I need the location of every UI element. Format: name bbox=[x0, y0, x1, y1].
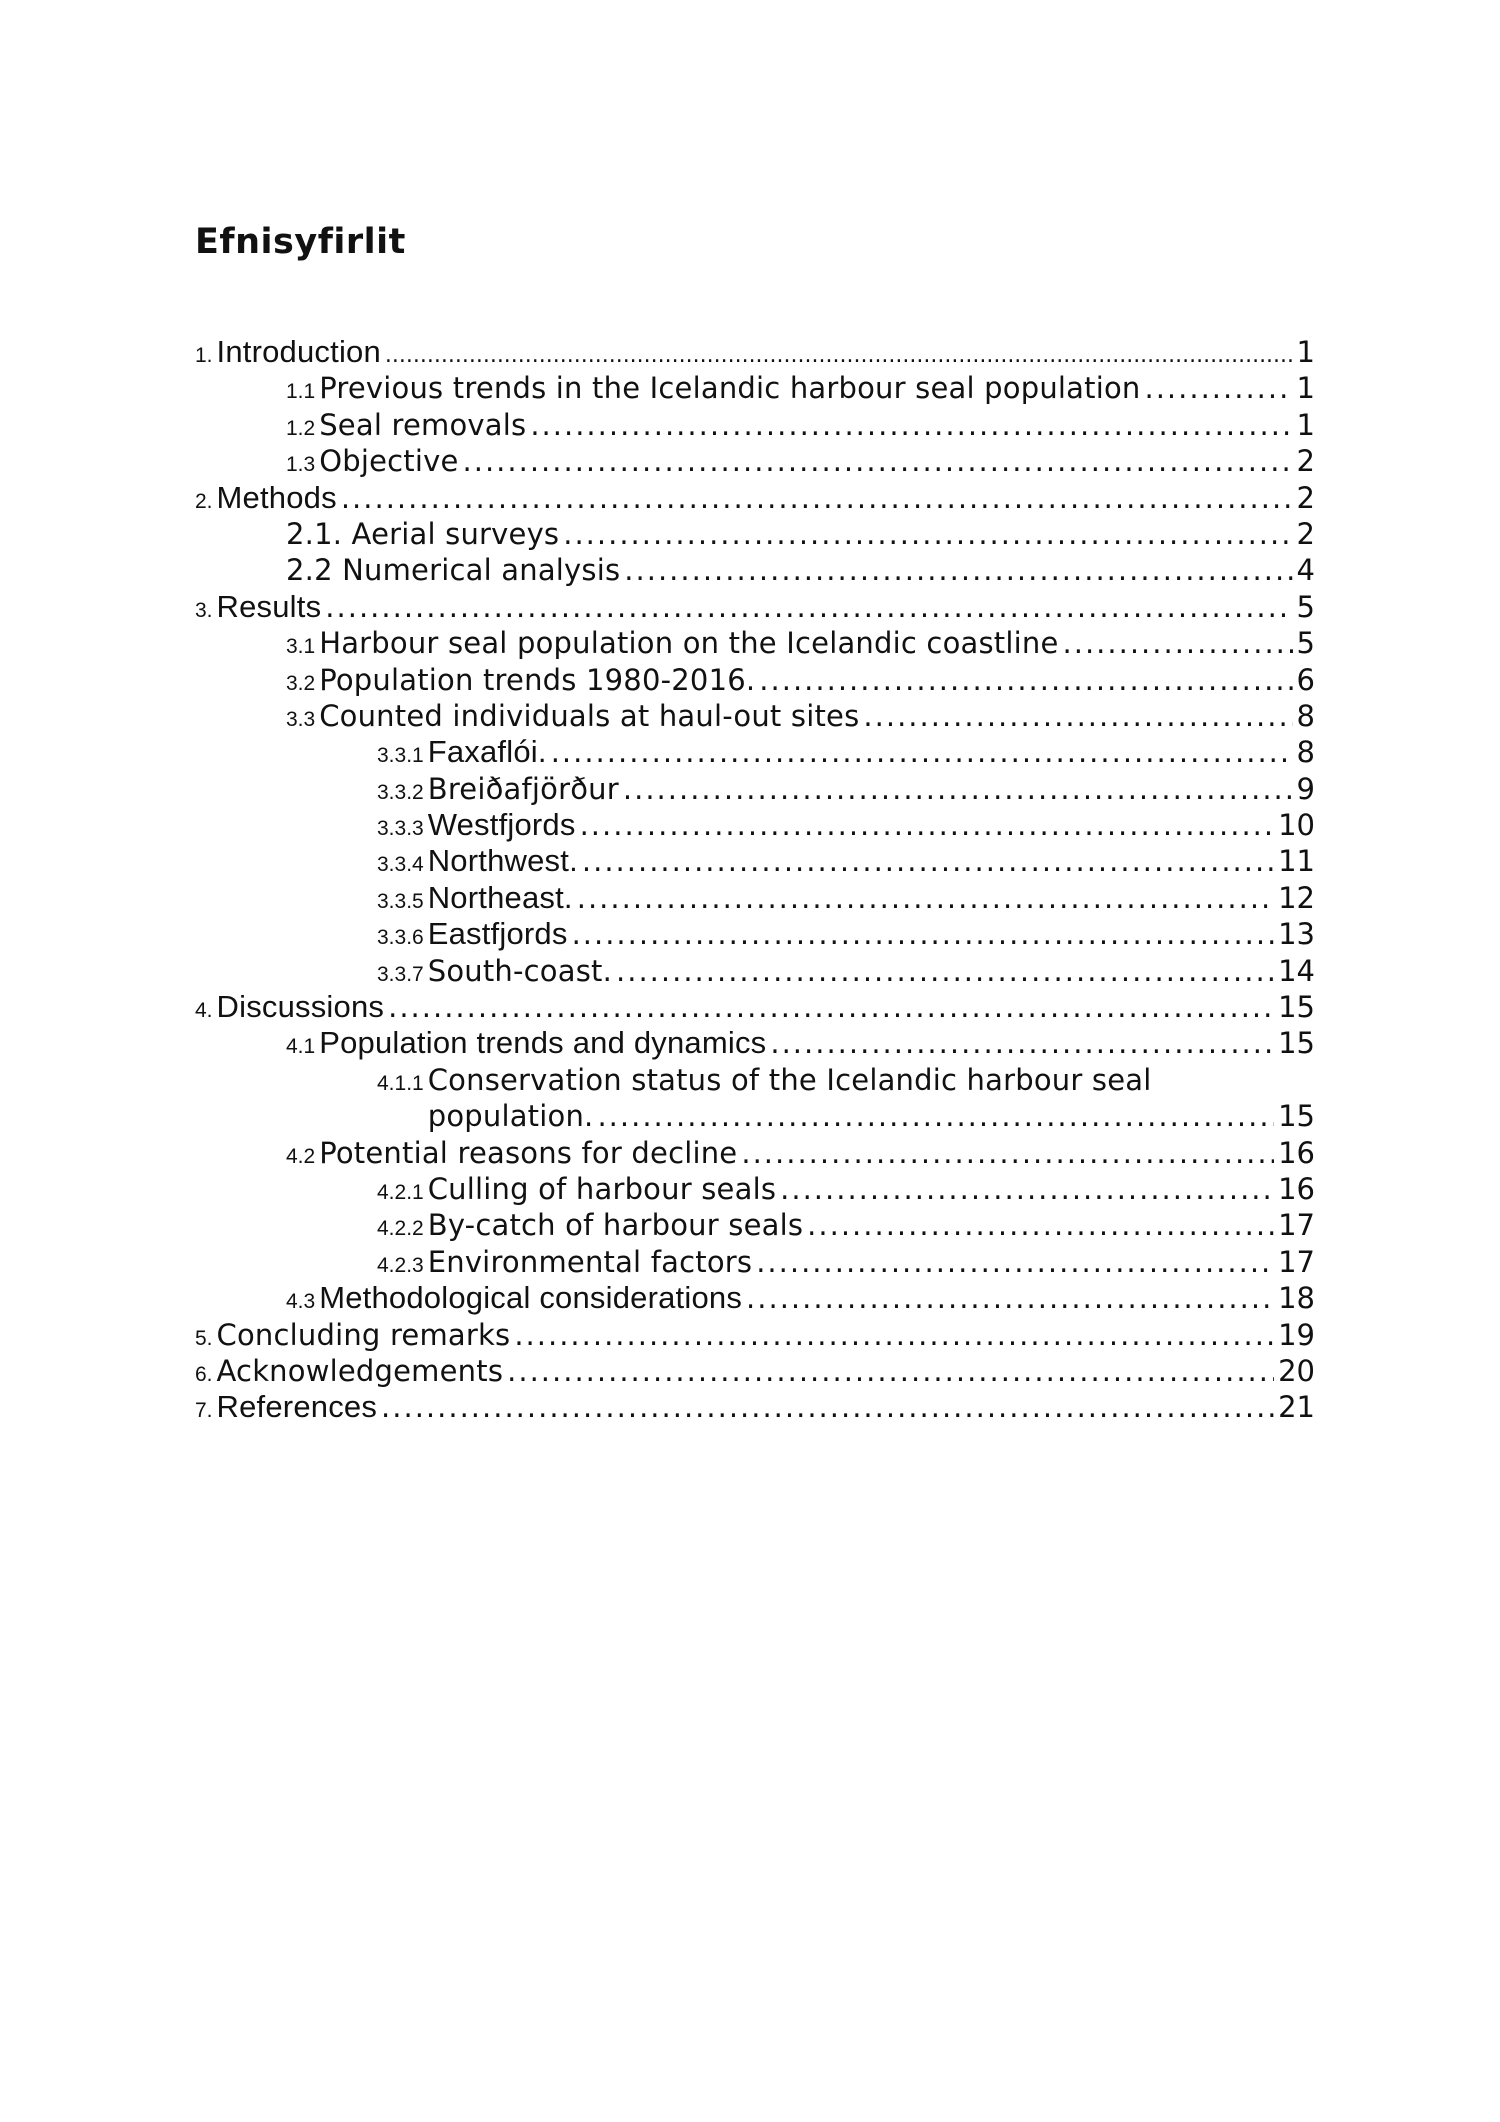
toc-entry-title: Breiðafjörður bbox=[427, 771, 619, 806]
toc-entry-number: 4.2 bbox=[286, 1144, 316, 1168]
toc-entry-4-2-1[interactable] bbox=[195, 1171, 1315, 1207]
table-of-contents bbox=[195, 334, 1315, 1426]
toc-entry-page: 16 bbox=[1278, 1171, 1315, 1206]
toc-entry-1-2[interactable] bbox=[195, 407, 1315, 443]
toc-entry-page: 5 bbox=[1296, 589, 1315, 624]
toc-entry-3-2[interactable] bbox=[195, 662, 1315, 698]
toc-entry-title: By-catch of harbour seals bbox=[427, 1208, 804, 1243]
toc-entry-title: Culling of harbour seals bbox=[427, 1171, 777, 1206]
toc-entry-3-3[interactable] bbox=[195, 698, 1315, 734]
toc-entry-number: 3.3.4 bbox=[377, 853, 424, 877]
toc-entry-number: 3.3 bbox=[286, 707, 316, 731]
toc-entry-3-3-4[interactable] bbox=[195, 843, 1315, 879]
toc-dot-leader bbox=[530, 407, 1292, 443]
toc-entry-page: 4 bbox=[1296, 553, 1315, 588]
toc-entry-page: 9 bbox=[1296, 771, 1315, 806]
toc-entry-5[interactable] bbox=[195, 1317, 1315, 1353]
toc-entry-title: Population trends 1980-2016. bbox=[319, 662, 756, 697]
toc-dot-leader bbox=[381, 1389, 1274, 1425]
toc-entry-number: 4.2.2 bbox=[377, 1217, 424, 1241]
toc-entry-3-3-1[interactable] bbox=[195, 734, 1315, 770]
toc-entry-number: 3.3.7 bbox=[377, 962, 424, 986]
toc-entry-title: Seal removals bbox=[319, 407, 527, 442]
toc-entry-4-1-1[interactable] bbox=[195, 1062, 1315, 1098]
toc-dot-leader bbox=[341, 480, 1293, 516]
toc-entry-2-1[interactable] bbox=[195, 516, 1315, 552]
toc-entry-title: Faxaflói. bbox=[427, 734, 547, 770]
toc-entry-1-3[interactable] bbox=[195, 443, 1315, 479]
toc-entry-page: 16 bbox=[1278, 1135, 1315, 1170]
toc-entry-number: 4.1 bbox=[286, 1035, 316, 1059]
toc-entry-number: 1.1 bbox=[286, 380, 316, 404]
toc-dot-leader bbox=[388, 989, 1274, 1025]
toc-entry-4-1[interactable] bbox=[195, 1025, 1315, 1061]
toc-entry-number: 4.1.1 bbox=[377, 1071, 424, 1095]
toc-entry-page: 20 bbox=[1278, 1353, 1315, 1388]
toc-dot-leader bbox=[1063, 625, 1293, 661]
toc-entry-page: 15 bbox=[1278, 990, 1315, 1025]
toc-entry-page: 21 bbox=[1278, 1390, 1315, 1425]
toc-dot-leader bbox=[741, 1135, 1274, 1171]
toc-dot-leader bbox=[1145, 370, 1293, 406]
toc-entry-page: 18 bbox=[1278, 1281, 1315, 1316]
toc-entry-title: 2.2 Numerical analysis bbox=[286, 553, 621, 588]
toc-entry-title: Acknowledgements bbox=[216, 1353, 504, 1388]
toc-entry-page: 6 bbox=[1296, 662, 1315, 697]
toc-entry-4-2-3[interactable] bbox=[195, 1244, 1315, 1280]
toc-dot-leader bbox=[746, 1280, 1274, 1316]
toc-entry-title: Methods bbox=[216, 479, 337, 515]
toc-entry-page: 11 bbox=[1278, 844, 1315, 879]
toc-entry-title: Conservation status of the Icelandic harbour seal bbox=[427, 1062, 1152, 1097]
toc-entry-title: Westfjords bbox=[427, 807, 576, 843]
toc-entry-title: South-coast. bbox=[427, 953, 613, 988]
toc-entry-number: 3.2 bbox=[286, 671, 316, 695]
toc-dot-leader bbox=[759, 662, 1292, 698]
toc-entry-number: 7. bbox=[195, 1399, 213, 1423]
toc-entry-page: 2 bbox=[1296, 444, 1315, 479]
toc-dot-leader bbox=[551, 734, 1293, 770]
toc-entry-number: 3.3.1 bbox=[377, 744, 424, 768]
toc-dot-leader bbox=[582, 843, 1274, 879]
toc-entry-3-3-2[interactable] bbox=[195, 771, 1315, 807]
toc-entry-title: Previous trends in the Icelandic harbour seal population bbox=[319, 371, 1141, 406]
toc-entry-title: Northwest. bbox=[427, 843, 578, 879]
toc-entry-title: Northeast. bbox=[427, 879, 573, 915]
toc-dot-leader bbox=[577, 880, 1274, 916]
toc-dot-leader bbox=[623, 771, 1293, 807]
toc-entry-page: 15 bbox=[1278, 1099, 1315, 1134]
toc-entry-4-1-1-continued[interactable] bbox=[195, 1098, 1315, 1134]
toc-entry-title: Objective bbox=[319, 444, 459, 479]
toc-entry-number: 1.3 bbox=[286, 453, 316, 477]
toc-entry-page: 5 bbox=[1296, 626, 1315, 661]
toc-dot-leader bbox=[580, 807, 1275, 843]
toc-entry-number: 1. bbox=[195, 344, 213, 367]
toc-dot-leader bbox=[624, 552, 1292, 588]
toc-entry-1-1[interactable] bbox=[195, 370, 1315, 406]
toc-entry-title: Introduction bbox=[216, 334, 381, 369]
toc-entry-title: Potential reasons for decline bbox=[319, 1135, 738, 1170]
toc-entry-3-3-3[interactable] bbox=[195, 807, 1315, 843]
toc-entry-3-3-6[interactable] bbox=[195, 916, 1315, 952]
toc-entry-2-2[interactable] bbox=[195, 552, 1315, 588]
toc-entry-number: 3.1 bbox=[286, 635, 316, 659]
toc-entry-page: 2 bbox=[1296, 516, 1315, 551]
toc-entry-7[interactable] bbox=[195, 1389, 1315, 1425]
toc-entry-title: Concluding remarks bbox=[216, 1317, 511, 1352]
toc-dot-leader bbox=[325, 589, 1292, 625]
toc-entry-title: Harbour seal population on the Icelandic coastline bbox=[319, 626, 1059, 661]
toc-entry-number: 3.3.6 bbox=[377, 926, 424, 950]
toc-entry-title: Methodological considerations bbox=[319, 1280, 743, 1316]
toc-dot-leader bbox=[780, 1171, 1274, 1207]
page-title: Efnisyfirlit bbox=[195, 222, 406, 262]
toc-entry-page: 8 bbox=[1296, 698, 1315, 733]
toc-entry-3-3-7[interactable] bbox=[195, 953, 1315, 989]
toc-entry-4-2[interactable] bbox=[195, 1135, 1315, 1171]
toc-entry-number: 4. bbox=[195, 999, 213, 1023]
toc-entry-page: 10 bbox=[1278, 808, 1315, 843]
toc-entry-number: 4.2.1 bbox=[377, 1180, 424, 1204]
toc-dot-leader bbox=[507, 1353, 1274, 1389]
toc-entry-number: 1.2 bbox=[286, 416, 316, 440]
toc-entry-number: 3. bbox=[195, 598, 213, 622]
toc-entry-page: 13 bbox=[1278, 917, 1315, 952]
toc-entry-number: 2. bbox=[195, 489, 213, 513]
toc-dot-leader bbox=[572, 916, 1275, 952]
toc-entry-page: 17 bbox=[1278, 1244, 1315, 1279]
toc-entry-page: 2 bbox=[1296, 480, 1315, 515]
toc-entry-4[interactable] bbox=[195, 989, 1315, 1025]
toc-entry-page: 1 bbox=[1296, 407, 1315, 442]
toc-entry-title: Eastfjords bbox=[427, 916, 568, 952]
toc-entry-page: 1 bbox=[1296, 371, 1315, 406]
toc-dot-leader bbox=[770, 1025, 1274, 1061]
toc-entry-page: 17 bbox=[1278, 1208, 1315, 1243]
toc-entry-number: 4.3 bbox=[286, 1290, 316, 1314]
toc-entry-title: Results bbox=[216, 588, 322, 624]
toc-entry-number: 3.3.3 bbox=[377, 817, 424, 841]
toc-entry-title: References bbox=[216, 1389, 378, 1425]
toc-dot-leader bbox=[863, 698, 1292, 734]
toc-entry-page: 1 bbox=[1296, 335, 1315, 369]
toc-entry-number: 6. bbox=[195, 1362, 213, 1386]
toc-entry-3[interactable] bbox=[195, 589, 1315, 625]
toc-entry-4-3[interactable] bbox=[195, 1280, 1315, 1316]
toc-dot-leader bbox=[385, 338, 1293, 374]
toc-entry-page: 19 bbox=[1278, 1317, 1315, 1352]
toc-dot-leader bbox=[514, 1317, 1274, 1353]
toc-dot-leader bbox=[463, 443, 1293, 479]
toc-entry-page: 8 bbox=[1296, 735, 1315, 770]
toc-entry-2[interactable] bbox=[195, 480, 1315, 516]
toc-entry-title-continued: population. bbox=[427, 1099, 594, 1134]
toc-entry-number: 4.2.3 bbox=[377, 1253, 424, 1277]
toc-dot-leader bbox=[807, 1207, 1274, 1243]
toc-entry-number: 5. bbox=[195, 1326, 213, 1350]
toc-entry-page: 12 bbox=[1278, 880, 1315, 915]
toc-entry-6[interactable] bbox=[195, 1353, 1315, 1389]
toc-entry-3-3-5[interactable] bbox=[195, 880, 1315, 916]
toc-dot-leader bbox=[597, 1098, 1274, 1134]
toc-entry-4-2-2[interactable] bbox=[195, 1207, 1315, 1243]
toc-entry-title: Counted individuals at haul-out sites bbox=[319, 698, 860, 733]
toc-entry-number: 3.3.2 bbox=[377, 780, 424, 804]
toc-dot-leader bbox=[616, 953, 1274, 989]
toc-entry-number: 3.3.5 bbox=[377, 889, 424, 913]
toc-entry-title: Population trends and dynamics bbox=[319, 1025, 767, 1061]
toc-entry-3-1[interactable] bbox=[195, 625, 1315, 661]
toc-entry-title: Environmental factors bbox=[427, 1244, 753, 1279]
toc-entry-1[interactable] bbox=[195, 334, 1315, 370]
toc-entry-title: 2.1. Aerial surveys bbox=[286, 516, 560, 551]
toc-dot-leader bbox=[563, 516, 1292, 552]
toc-dot-leader bbox=[756, 1244, 1274, 1280]
toc-entry-page: 14 bbox=[1278, 953, 1315, 988]
toc-entry-page: 15 bbox=[1278, 1026, 1315, 1061]
toc-entry-title: Discussions bbox=[216, 989, 385, 1025]
